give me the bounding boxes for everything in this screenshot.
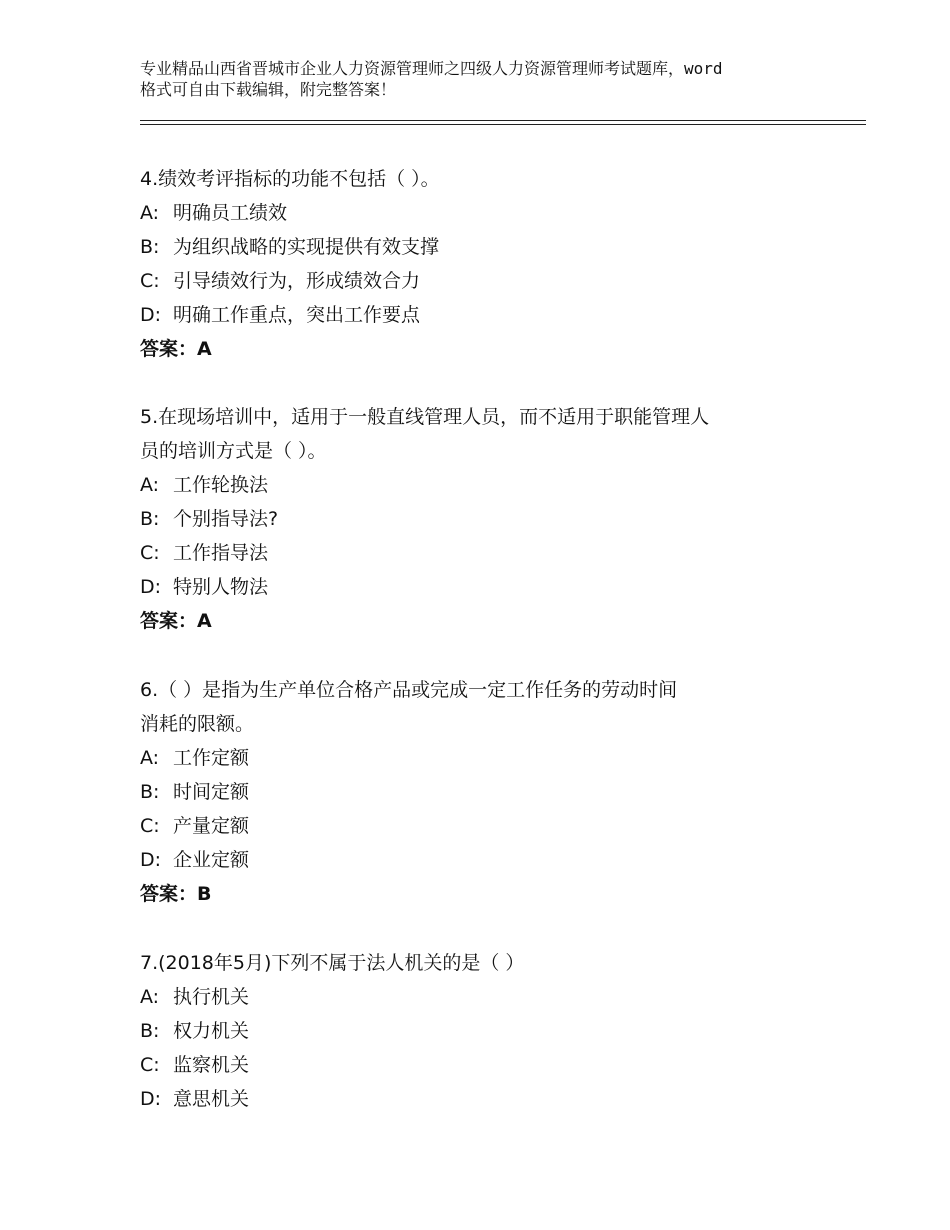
answer-label: 答案：B (140, 883, 212, 905)
option-letter: A: (140, 474, 160, 496)
option-letter: C: (140, 270, 160, 292)
option-c (140, 264, 820, 298)
option-text: 时间定额 (173, 781, 250, 803)
header-line-1: 专业精品山西省晋城市企业人力资源管理师之四级人力资源管理师考试题库，word (140, 59, 723, 78)
option-letter: B: (140, 781, 160, 803)
option-a (140, 196, 820, 230)
question-stem: 4.绩效考评指标的功能不包括（ ）。 (140, 168, 440, 190)
option-text: 个别指导法? (173, 508, 279, 530)
option-letter: B: (140, 508, 160, 530)
option-text: 工作指导法 (173, 542, 269, 564)
option-letter: C: (140, 815, 160, 837)
question-block (140, 673, 820, 911)
option-text: 引导绩效行为，形成绩效合力 (173, 270, 421, 292)
option-letter: D: (140, 1088, 162, 1110)
option-d (140, 298, 820, 332)
option-a (140, 741, 820, 775)
option-letter: A: (140, 747, 160, 769)
option-letter: A: (140, 202, 160, 224)
option-text: 权力机关 (173, 1020, 250, 1042)
question-block (140, 946, 820, 1116)
option-d (140, 1082, 820, 1116)
document-header (140, 58, 840, 100)
option-text: 明确员工绩效 (173, 202, 288, 224)
option-c (140, 536, 820, 570)
question-stem: 6.（ ）是指为生产单位合格产品或完成一定工作任务的劳动时间 (140, 679, 678, 701)
question-block (140, 162, 820, 366)
header-divider-top (140, 120, 866, 121)
option-b (140, 230, 820, 264)
option-text: 工作轮换法 (173, 474, 269, 496)
option-letter: C: (140, 542, 160, 564)
option-c (140, 1048, 820, 1082)
option-b (140, 1014, 820, 1048)
option-text: 为组织战略的实现提供有效支撑 (173, 236, 440, 258)
question-stem-continued: 员的培训方式是（ ）。 (140, 440, 327, 462)
option-text: 工作定额 (173, 747, 250, 769)
answer-label: 答案：A (140, 338, 212, 360)
option-text: 产量定额 (173, 815, 250, 837)
option-text: 意思机关 (173, 1088, 250, 1110)
option-letter: D: (140, 849, 162, 871)
option-b (140, 775, 820, 809)
option-letter: B: (140, 1020, 160, 1042)
question-stem-continued: 消耗的限额。 (140, 713, 255, 735)
answer-label: 答案：A (140, 610, 212, 632)
option-a (140, 980, 820, 1014)
question-stem: 7.(2018年5月)下列不属于法人机关的是（ ） (140, 952, 525, 974)
option-letter: B: (140, 236, 160, 258)
option-letter: C: (140, 1054, 160, 1076)
option-text: 执行机关 (173, 986, 250, 1008)
question-block (140, 400, 820, 638)
option-text: 明确工作重点，突出工作要点 (173, 304, 421, 326)
question-stem: 5.在现场培训中，适用于一般直线管理人员，而不适用于职能管理人 (140, 406, 710, 428)
option-letter: A: (140, 986, 160, 1008)
option-text: 特别人物法 (173, 576, 269, 598)
option-a (140, 468, 820, 502)
option-text: 企业定额 (173, 849, 250, 871)
option-d (140, 843, 820, 877)
option-d (140, 570, 820, 604)
header-line-2: 格式可自由下载编辑，附完整答案！ (140, 80, 397, 99)
option-b (140, 502, 820, 536)
option-letter: D: (140, 576, 162, 598)
option-text: 监察机关 (173, 1054, 250, 1076)
option-letter: D: (140, 304, 162, 326)
header-divider-bottom (140, 124, 866, 125)
option-c (140, 809, 820, 843)
